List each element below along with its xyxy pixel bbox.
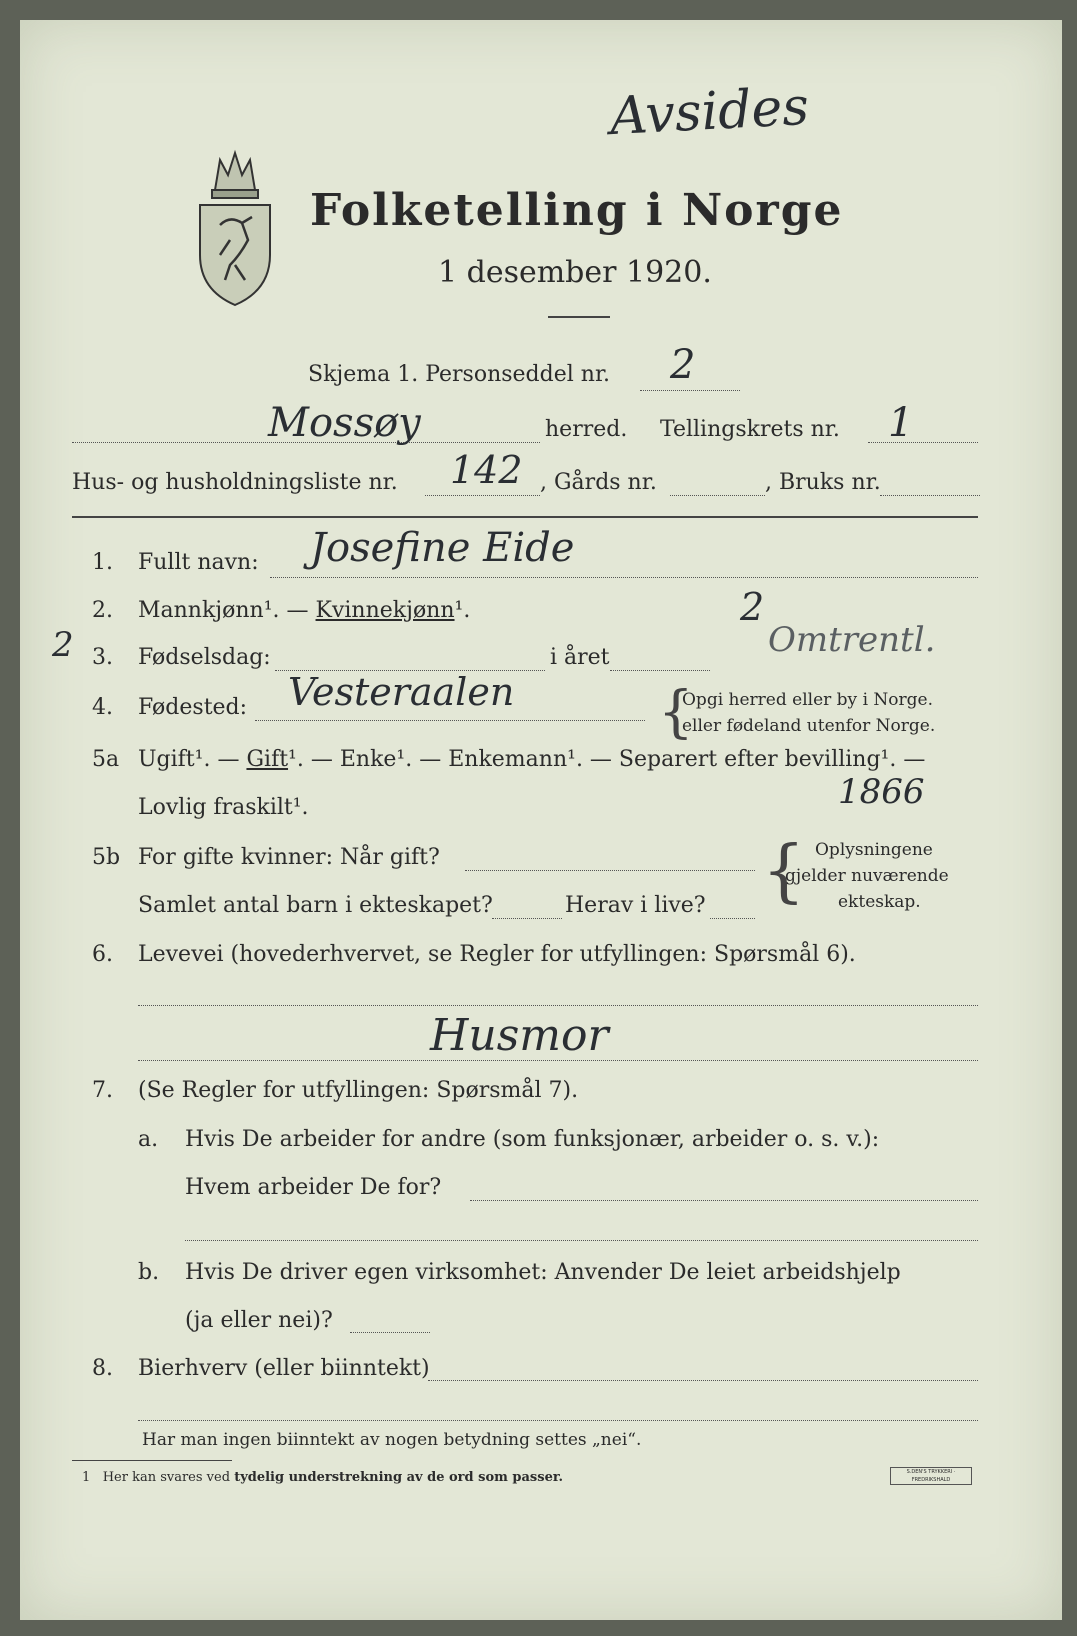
herred-label: herred. <box>545 417 628 442</box>
herred-value: Mossøy <box>268 400 421 446</box>
q4-value: Vesteraalen <box>288 670 515 714</box>
census-form-page <box>20 20 1062 1620</box>
form-title: Folketelling i Norge <box>310 185 844 236</box>
q5b-note-b: gjelder nuværende <box>785 866 949 886</box>
census-date: 1 desember 1920. <box>438 255 712 290</box>
q4-brace: { <box>658 680 694 745</box>
q5b-line2b: Herav i live? <box>565 893 706 918</box>
q5b-alive-line <box>710 918 755 919</box>
q5a-line1: Ugift¹. — Gift¹. — Enke¹. — Enkemann¹. — Separert efter bevilling¹. — <box>138 747 926 772</box>
corner-note: Avsides <box>608 76 811 148</box>
q2-selected: Kvinnekjønn <box>315 598 455 623</box>
q3-margin-mark: 2 <box>52 625 74 665</box>
header-rule <box>72 516 978 518</box>
tellingskrets-line <box>868 442 978 443</box>
schema-value-line <box>640 390 740 391</box>
q7a-line-extra <box>185 1240 978 1241</box>
q6-label: Levevei (hovederhvervet, se Regler for utfyllingen: Spørsmål 6). <box>138 942 856 967</box>
bruks-line <box>880 495 980 496</box>
q7-label: (Se Regler for utfyllingen: Spørsmål 7). <box>138 1078 579 1103</box>
tellingskrets-value: 1 <box>888 400 914 446</box>
gards-label: , Gårds nr. <box>540 470 657 495</box>
hus-value: 142 <box>450 448 523 492</box>
hus-label: Hus- og husholdningsliste nr. <box>72 470 398 495</box>
q7-number: 7. <box>92 1078 113 1103</box>
schema-value: 2 <box>670 342 696 388</box>
q4-note-a: Opgi herred eller by i Norge. <box>682 690 933 710</box>
q6-line1 <box>138 1005 978 1006</box>
q1-label: Fullt navn: <box>138 550 259 575</box>
q5b-number: 5b <box>92 845 121 870</box>
q4-number: 4. <box>92 695 113 720</box>
q3-year-line <box>610 670 710 671</box>
q4-label: Fødested: <box>138 695 248 720</box>
q7a-line2: Hvem arbeider De for? <box>185 1175 442 1200</box>
title-divider <box>548 316 610 318</box>
bruks-label: , Bruks nr. <box>765 470 881 495</box>
q5b-brace: { <box>762 832 806 911</box>
q8-number: 8. <box>92 1356 113 1381</box>
q5a-selected: Gift <box>246 747 289 772</box>
q1-value: Josefine Eide <box>310 525 575 571</box>
q3-note: Omtrentl. <box>768 620 936 660</box>
q7a-letter: a. <box>138 1127 159 1152</box>
q5b-line2a: Samlet antal barn i ekteskapet? <box>138 893 493 918</box>
q1-line <box>270 577 978 578</box>
q2-note: 2 <box>740 585 765 629</box>
q5a-number: 5a <box>92 747 120 772</box>
footnote-rule <box>72 1460 232 1461</box>
printer-stamp: S.DEN'S TRYKKERI · FREDRIKSHALD <box>890 1467 972 1485</box>
q6-number: 6. <box>92 942 113 967</box>
q8-line2 <box>138 1420 978 1421</box>
q7b-line2: (ja eller nei)? <box>185 1308 333 1333</box>
q3-label: Fødselsdag: <box>138 645 271 670</box>
income-note: Har man ingen biinntekt av nogen betydning settes „nei“. <box>142 1430 642 1450</box>
q5b-note-c: ekteskap. <box>838 892 921 912</box>
q2-number: 2. <box>92 598 113 623</box>
coat-of-arms-icon <box>190 145 280 310</box>
q7a-line <box>470 1200 978 1201</box>
q4-note-b: eller fødeland utenfor Norge. <box>682 716 936 736</box>
q6-value: Husmor <box>430 1010 609 1061</box>
q7b-letter: b. <box>138 1260 160 1285</box>
q7b-line <box>350 1332 430 1333</box>
q5b-children-line <box>492 918 562 919</box>
q5a-line2: Lovlig fraskilt¹. <box>138 795 309 820</box>
gards-line <box>670 495 765 496</box>
q1-number: 1. <box>92 550 113 575</box>
footnote: 1 Her kan svares ved tydelig understrekning av de ord som passer. <box>82 1470 564 1485</box>
q6-line2 <box>138 1060 978 1061</box>
q8-line1 <box>428 1380 978 1381</box>
q5b-note-a: Oplysningene <box>815 840 933 860</box>
q4-line <box>255 720 645 721</box>
q5b-line1: For gifte kvinner: Når gift? <box>138 845 440 870</box>
q5b-married-line <box>465 870 755 871</box>
tellingskrets-label: Tellingskrets nr. <box>660 417 840 442</box>
q7b-line1: Hvis De driver egen virksomhet: Anvender De leiet arbeidshjelp <box>185 1260 901 1285</box>
q3-year-label: i året <box>550 645 610 670</box>
q8-label: Bierhverv (eller biinntekt) <box>138 1356 430 1381</box>
q2-label: Mannkjønn¹. — Kvinnekjønn¹. <box>138 598 471 623</box>
schema-label: Skjema 1. Personseddel nr. <box>308 362 611 387</box>
q3-number: 3. <box>92 645 113 670</box>
hus-line <box>425 495 540 496</box>
q5a-year: 1866 <box>838 772 925 812</box>
q7a-line1: Hvis De arbeider for andre (som funksjonær, arbeider o. s. v.): <box>185 1127 880 1152</box>
